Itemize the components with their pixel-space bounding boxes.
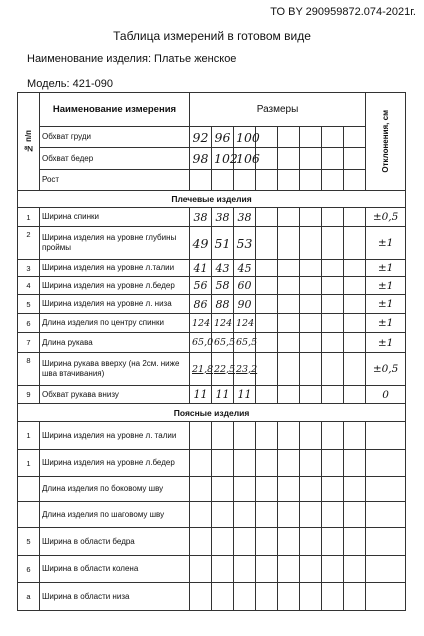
model-number: Модель: 421-090 (27, 78, 113, 90)
measure-name: Ширина изделия на уровне глубины проймы (40, 227, 190, 260)
table-row (18, 277, 406, 295)
size-value: 11 (190, 386, 212, 404)
size-value: 51 (212, 227, 234, 260)
measure-name: Ширина изделия на уровне л.талии (40, 260, 190, 277)
table-row (18, 353, 406, 386)
section-waist: Поясные изделия (18, 404, 406, 422)
measure-name: Длина изделия по шаговому шву (40, 502, 190, 528)
measure-name: Ширина изделия на уровне л. низа (40, 295, 190, 314)
size-value: 92 (190, 127, 212, 148)
size-value: 96 (212, 127, 234, 148)
size-value: 21,8 (190, 353, 212, 386)
measure-name: Ширина в области колена (40, 556, 190, 583)
table-row (18, 422, 406, 450)
column-header-number: № п/п (18, 93, 40, 191)
size-value: 124 (234, 314, 256, 333)
tolerance-value: ±1 (366, 314, 406, 333)
row-number (18, 477, 40, 502)
measure-name: Ширина в области бедра (40, 528, 190, 556)
measure-name: Ширина рукава вверху (на 2см. ниже шва втачивания) (40, 353, 190, 386)
table-row (18, 528, 406, 556)
table-row (18, 295, 406, 314)
table-row (18, 450, 406, 477)
row-number: 5 (18, 528, 40, 556)
size-value: 124 (190, 314, 212, 333)
table-row (18, 386, 406, 404)
size-value: 102 (212, 148, 234, 170)
size-value: 90 (234, 295, 256, 314)
size-value: 11 (234, 386, 256, 404)
size-value: 56 (190, 277, 212, 295)
size-value: 53 (234, 227, 256, 260)
column-header-name: Наименование измерения (40, 93, 190, 127)
size-value: 43 (212, 260, 234, 277)
table-row (18, 260, 406, 277)
row-number: 6 (18, 556, 40, 583)
column-header-sizes: Размеры (190, 93, 366, 127)
table-row (18, 477, 406, 502)
row-number: 9 (18, 386, 40, 404)
row-number: 1 (18, 450, 40, 477)
size-value: 65,5 (234, 333, 256, 353)
row-number: 3 (18, 260, 40, 277)
size-value: 45 (234, 260, 256, 277)
size-value: 38 (212, 208, 234, 227)
row-number: 8 (18, 353, 40, 386)
measure-name: Рост (40, 170, 190, 191)
measurements-table (17, 92, 406, 611)
measure-name: Ширина изделия на уровне л.бедер (40, 450, 190, 477)
measure-name: Обхват груди (40, 127, 190, 148)
size-value: 38 (190, 208, 212, 227)
tolerance-value: ±1 (366, 260, 406, 277)
size-value: 22,5 (212, 353, 234, 386)
table-row (18, 148, 406, 170)
measure-name: Длина изделия по боковому шву (40, 477, 190, 502)
row-number: 4 (18, 277, 40, 295)
tolerance-value: ±1 (366, 277, 406, 295)
size-value: 49 (190, 227, 212, 260)
size-value: 58 (212, 277, 234, 295)
table-row (18, 556, 406, 583)
measure-name: Ширина изделия на уровне л.бедер (40, 277, 190, 295)
measure-name: Ширина спинки (40, 208, 190, 227)
table-row (18, 170, 406, 191)
measure-name: Длина изделия по центру спинки (40, 314, 190, 333)
size-value: 86 (190, 295, 212, 314)
document-id: ТО BY 290959872.074-2021г. (270, 6, 416, 18)
document-title: Таблица измерений в готовом виде (113, 29, 311, 43)
size-value: 41 (190, 260, 212, 277)
measure-name: Обхват бедер (40, 148, 190, 170)
table-row (18, 314, 406, 333)
product-name: Наименование изделия: Платье женское (27, 53, 237, 65)
row-number: 7 (18, 333, 40, 353)
row-number: 6 (18, 314, 40, 333)
tolerance-value: ±1 (366, 295, 406, 314)
tolerance-value: ±0,5 (366, 353, 406, 386)
measure-name: Ширина в области низа (40, 583, 190, 611)
table-row (18, 227, 406, 260)
table-row (18, 583, 406, 611)
measure-name: Длина рукава (40, 333, 190, 353)
size-value: 38 (234, 208, 256, 227)
size-value: 100 (234, 127, 256, 148)
size-value: 11 (212, 386, 234, 404)
measure-name: Ширина изделия на уровне л. талии (40, 422, 190, 450)
table-row (18, 127, 406, 148)
tolerance-value: ±0,5 (366, 208, 406, 227)
size-value: 65,0 (190, 333, 212, 353)
tolerance-value: ±1 (366, 227, 406, 260)
size-value: 65,5 (212, 333, 234, 353)
size-value: 88 (212, 295, 234, 314)
row-number: а (18, 583, 40, 611)
row-number: 2 (18, 227, 40, 260)
row-number: 1 (18, 208, 40, 227)
row-number: 5 (18, 295, 40, 314)
row-number: 1 (18, 422, 40, 450)
size-value: 106 (234, 148, 256, 170)
size-value: 124 (212, 314, 234, 333)
table-row (18, 208, 406, 227)
tolerance-value: 0 (366, 386, 406, 404)
table-row (18, 333, 406, 353)
measure-name: Обхват рукава внизу (40, 386, 190, 404)
size-value: 60 (234, 277, 256, 295)
size-value: 23,2 (234, 353, 256, 386)
tolerance-value: ±1 (366, 333, 406, 353)
column-header-tolerance: Отклонения, см (366, 93, 406, 191)
table-row (18, 502, 406, 528)
size-value: 98 (190, 148, 212, 170)
row-number (18, 502, 40, 528)
section-shoulder: Плечевые изделия (18, 191, 406, 208)
